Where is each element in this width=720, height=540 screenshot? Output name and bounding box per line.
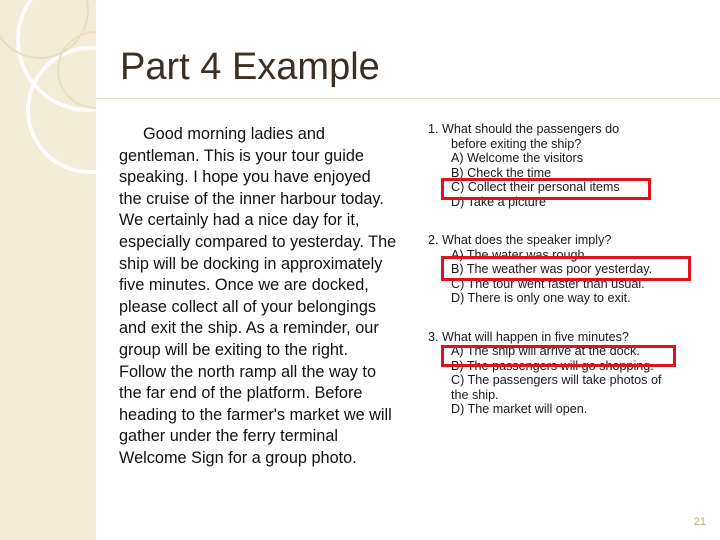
page-number: 21 xyxy=(693,516,706,528)
answer-highlight-q3 xyxy=(441,345,676,367)
question-3-stem: 3. What will happen in five minutes? xyxy=(428,329,629,344)
question-2-option-d: D) There is only one way to exit. xyxy=(451,291,631,305)
question-1-option-d: D) Take a picture xyxy=(451,194,546,209)
title-divider xyxy=(96,98,720,99)
question-1-option-a: A) Welcome the visitors xyxy=(451,151,584,165)
slide-title: Part 4 Example xyxy=(120,46,380,88)
question-3-option-a: A) The ship will arrive at the dock. xyxy=(451,344,640,358)
question-2-option-a: A) The water was rough. xyxy=(451,247,588,262)
passage-body: Good morning ladies and gentleman. This is your tour guide speaking. I hope you have enjoyed the cruise of the inner harbour today. We certainly had a nice day for it, especially compared to yesterday. The ship will be docking in approximately five minutes. Once we are docked, please collect all of your belongings and exit the ship. As a reminder, our group will be exiting to the right. Follow the north ramp all the way to the far end of the platform. Before heading to the farmer's market we will gather under the ferry terminal Welcome Sign for a group photo. xyxy=(119,125,397,467)
question-3-option-b: B) The passengers will go shopping. xyxy=(451,358,654,373)
question-1-stem: 1. What should the passengers do xyxy=(428,122,620,136)
decorative-circles xyxy=(0,0,96,540)
question-1-option-b: B) Check the time xyxy=(451,165,552,180)
decorative-side-band xyxy=(0,0,96,540)
question-3 xyxy=(428,330,713,417)
passage-text xyxy=(119,124,397,470)
question-2-option-c: C) The tour went faster than usual. xyxy=(451,276,645,291)
question-1-option-c: C) Collect their personal items xyxy=(451,180,620,194)
answer-highlight-q1 xyxy=(441,178,651,200)
question-3-option-d: D) The market will open. xyxy=(451,402,588,416)
question-2-option-b: B) The weather was poor yesterday. xyxy=(451,262,653,276)
question-2-stem: 2. What does the speaker imply? xyxy=(428,233,612,247)
answer-highlight-q2 xyxy=(441,256,691,281)
question-1-stem-continued: before exiting the ship? xyxy=(451,136,582,151)
question-3-option-c: C) The passengers will take photos of the ship. xyxy=(451,373,662,402)
